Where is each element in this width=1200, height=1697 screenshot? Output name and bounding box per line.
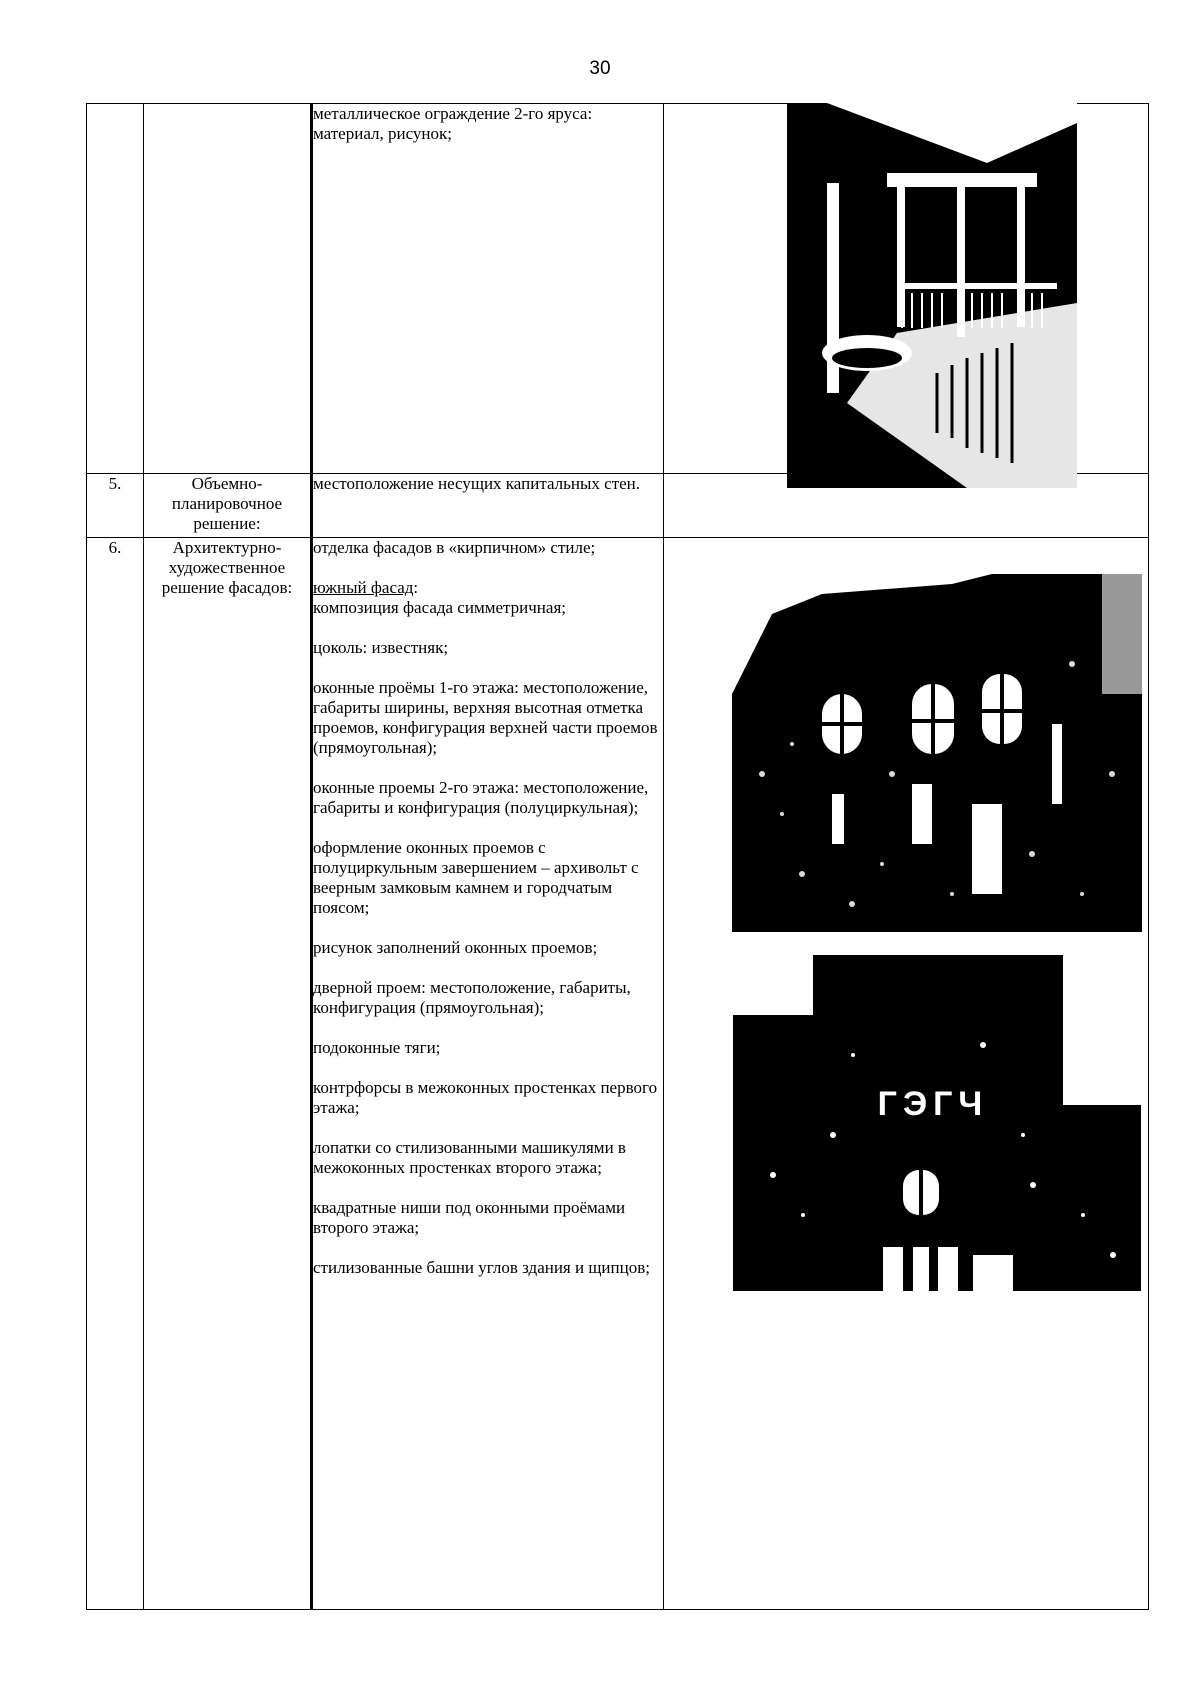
facade-sign-text: ГЭГЧ [877, 1085, 989, 1123]
row-number-empty [87, 104, 144, 474]
facade-inscription-photo [733, 955, 1141, 1291]
text-item: цоколь: известняк; [313, 638, 449, 657]
row-name: Объемно-планировочное решение: [144, 474, 312, 538]
facade-heading [313, 578, 663, 598]
text-item: местоположение несущих капитальных стен. [313, 474, 641, 493]
text-item: дверной проем: местоположение, габариты, конфигурация (прямоугольная); [313, 978, 631, 1017]
south-facade-photo [732, 574, 1142, 932]
text-item: рисунок заполнений оконных проемов; [313, 938, 598, 957]
row-text [312, 474, 664, 538]
row-text [312, 538, 664, 1610]
text-item: металлическое ограждение 2-го яруса: материал, рисунок; [313, 104, 593, 143]
text-item: контрфорсы в межоконных простенках первого этажа; [313, 1078, 658, 1117]
row-name-empty [144, 104, 312, 474]
row-name: Архитектурно-художественное решение фасадов: [144, 538, 312, 1610]
text-item: оконные проемы 2-го этажа: местоположение, габариты и конфигурация (полуциркульная); [313, 778, 649, 817]
text-item: квадратные ниши под оконными проёмами второго этажа; [313, 1198, 626, 1237]
row-number: 5. [87, 474, 144, 538]
text-item: оформление оконных проемов с полуциркульным завершением – архивольт с веерным замковым камнем и городчатым поясом; [313, 838, 639, 917]
text-item: оконные проёмы 1-го этажа: местоположение, габариты ширины, верхняя высотная отметка проемов, конфигурация верхней части проемов (прямоугольная); [313, 678, 658, 757]
balcony-railing-photo [787, 103, 1077, 488]
facade-colon: : [413, 578, 419, 597]
row-text [312, 104, 664, 474]
text-item: подоконные тяги; [313, 1038, 441, 1057]
page-number: 30 [589, 58, 611, 79]
text-item: стилизованные башни углов здания и щипцов; [313, 1258, 650, 1277]
text-item: отделка фасадов в «кирпичном» стиле; [313, 538, 596, 557]
facade-label: южный фасад [313, 578, 414, 597]
text-item: лопатки со стилизованными машикулями в межоконных простенках второго этажа; [313, 1138, 626, 1177]
text-item: композиция фасада симметричная; [313, 598, 566, 617]
row-number: 6. [87, 538, 144, 1610]
